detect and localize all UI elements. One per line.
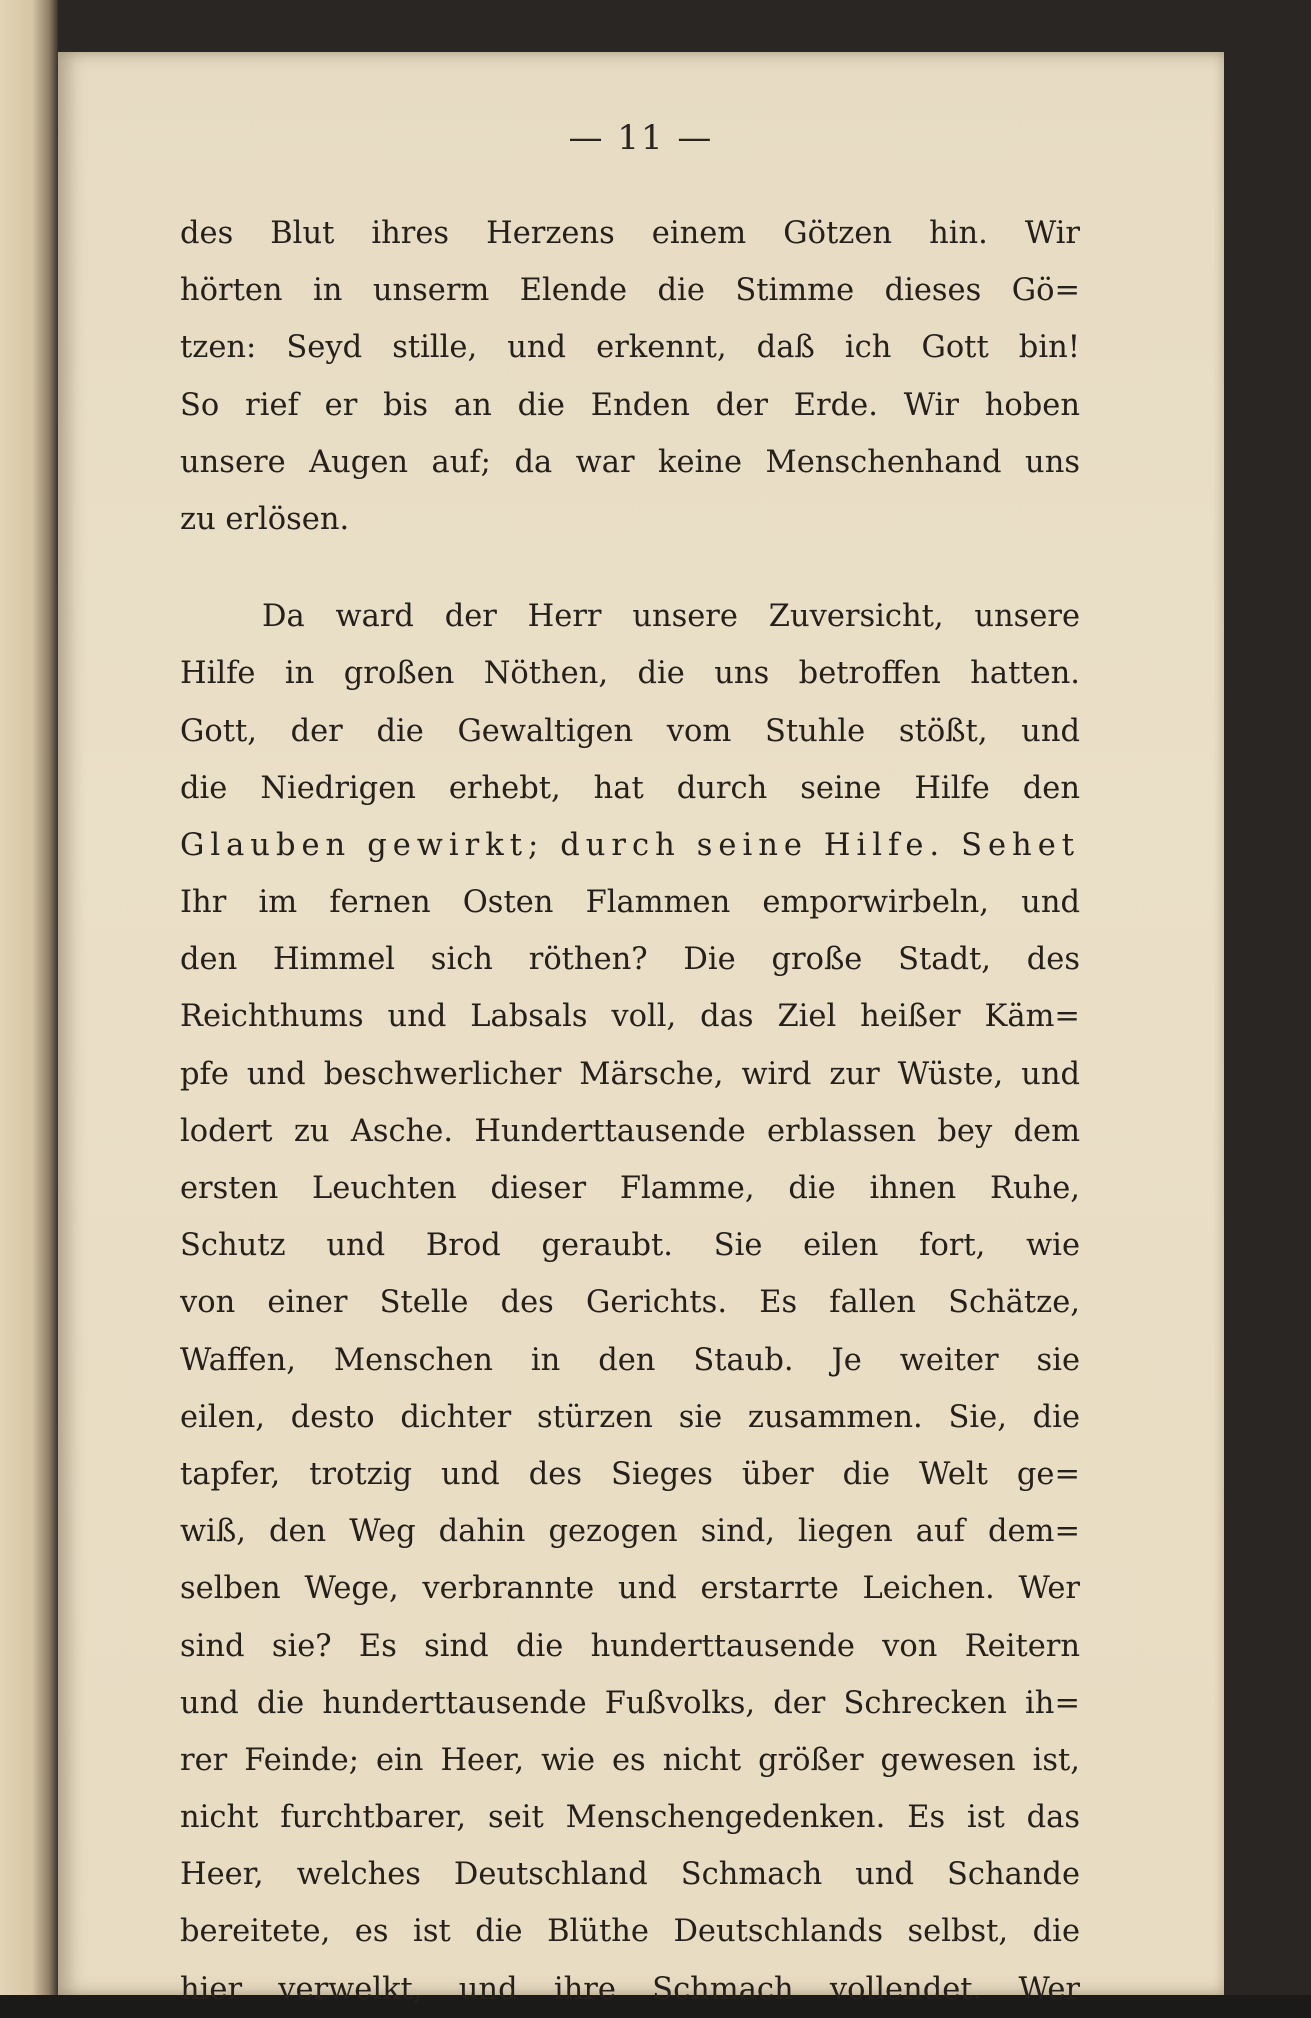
text-line: von einer Stelle des Gerichts. Es fallen Schätze, <box>180 1285 1080 1321</box>
body-text <box>180 205 1080 2018</box>
text-line: tzen: Seyd stille, und erkennt, daß ich Gott bin! <box>180 330 1080 366</box>
paragraph <box>180 205 1080 548</box>
text-line: Reichthums und Labsals voll, das Ziel heißer Käm= <box>180 999 1080 1035</box>
page-number: — 11 — <box>568 118 714 158</box>
text-line: eilen, desto dichter stürzen sie zusammen. Sie, die <box>180 1399 1080 1435</box>
text-line: So rief er bis an die Enden der Erde. Wir hoben <box>180 387 1080 423</box>
text-line: pfe und beschwerlicher Märsche, wird zur Wüste, und <box>180 1056 1080 1092</box>
previous-page-edge <box>0 0 58 1995</box>
text-line: Heer, welches Deutschland Schmach und Schande <box>180 1857 1080 1893</box>
text-line: Da ward der Herr unsere Zuversicht, unsere <box>262 599 1080 635</box>
text-line: Hilfe in großen Nöthen, die uns betroffen hatten. <box>180 656 1080 692</box>
text-line: den Himmel sich röthen? Die große Stadt, des <box>180 942 1080 978</box>
text-line: Glauben gewirkt; durch seine Hilfe. Sehet <box>180 827 1080 863</box>
paragraph <box>180 588 1080 2018</box>
text-line: und die hunderttausende Fußvolks, der Schrecken ih= <box>180 1685 1080 1721</box>
text-line: Gott, der die Gewaltigen vom Stuhle stößt, und <box>180 713 1080 749</box>
text-line: selben Wege, verbrannte und erstarrte Leichen. Wer <box>180 1571 1080 1607</box>
text-line: sind sie? Es sind die hunderttausende von Reitern <box>180 1628 1080 1664</box>
text-line: Schutz und Brod geraubt. Sie eilen fort, wie <box>180 1228 1080 1264</box>
text-line: hörten in unserm Elende die Stimme dieses Gö= <box>180 273 1080 309</box>
paragraph-gap <box>180 548 1080 588</box>
text-line: die Niedrigen erhebt, hat durch seine Hilfe den <box>180 770 1080 806</box>
text-line: lodert zu Asche. Hunderttausende erblassen bey dem <box>180 1113 1080 1149</box>
text-line: ersten Leuchten dieser Flamme, die ihnen Ruhe, <box>180 1171 1080 1206</box>
text-line: nicht furchtbarer, seit Menschengedenken. Es ist das <box>180 1800 1080 1836</box>
text-line: des Blut ihres Herzens einem Götzen hin. Wir <box>180 216 1080 251</box>
text-line: Ihr im fernen Osten Flammen emporwirbeln, und <box>180 885 1080 921</box>
text-line: Waffen, Menschen in den Staub. Je weiter sie <box>180 1342 1080 1378</box>
text-line: wiß, den Weg dahin gezogen sind, liegen auf dem= <box>180 1514 1080 1550</box>
text-line: zu erlösen. <box>180 501 350 537</box>
text-line: rer Feinde; ein Heer, wie es nicht größer gewesen ist, <box>180 1742 1080 1778</box>
text-line: unsere Augen auf; da war keine Menschenhand uns <box>180 444 1080 480</box>
text-line: hier verwelkt, und ihre Schmach vollendet. Wer <box>180 1971 1080 2007</box>
text-line: tapfer, trotzig und des Sieges über die Welt ge= <box>180 1456 1080 1492</box>
text-line: bereitete, es ist die Blüthe Deutschlands selbst, die <box>180 1914 1080 1950</box>
